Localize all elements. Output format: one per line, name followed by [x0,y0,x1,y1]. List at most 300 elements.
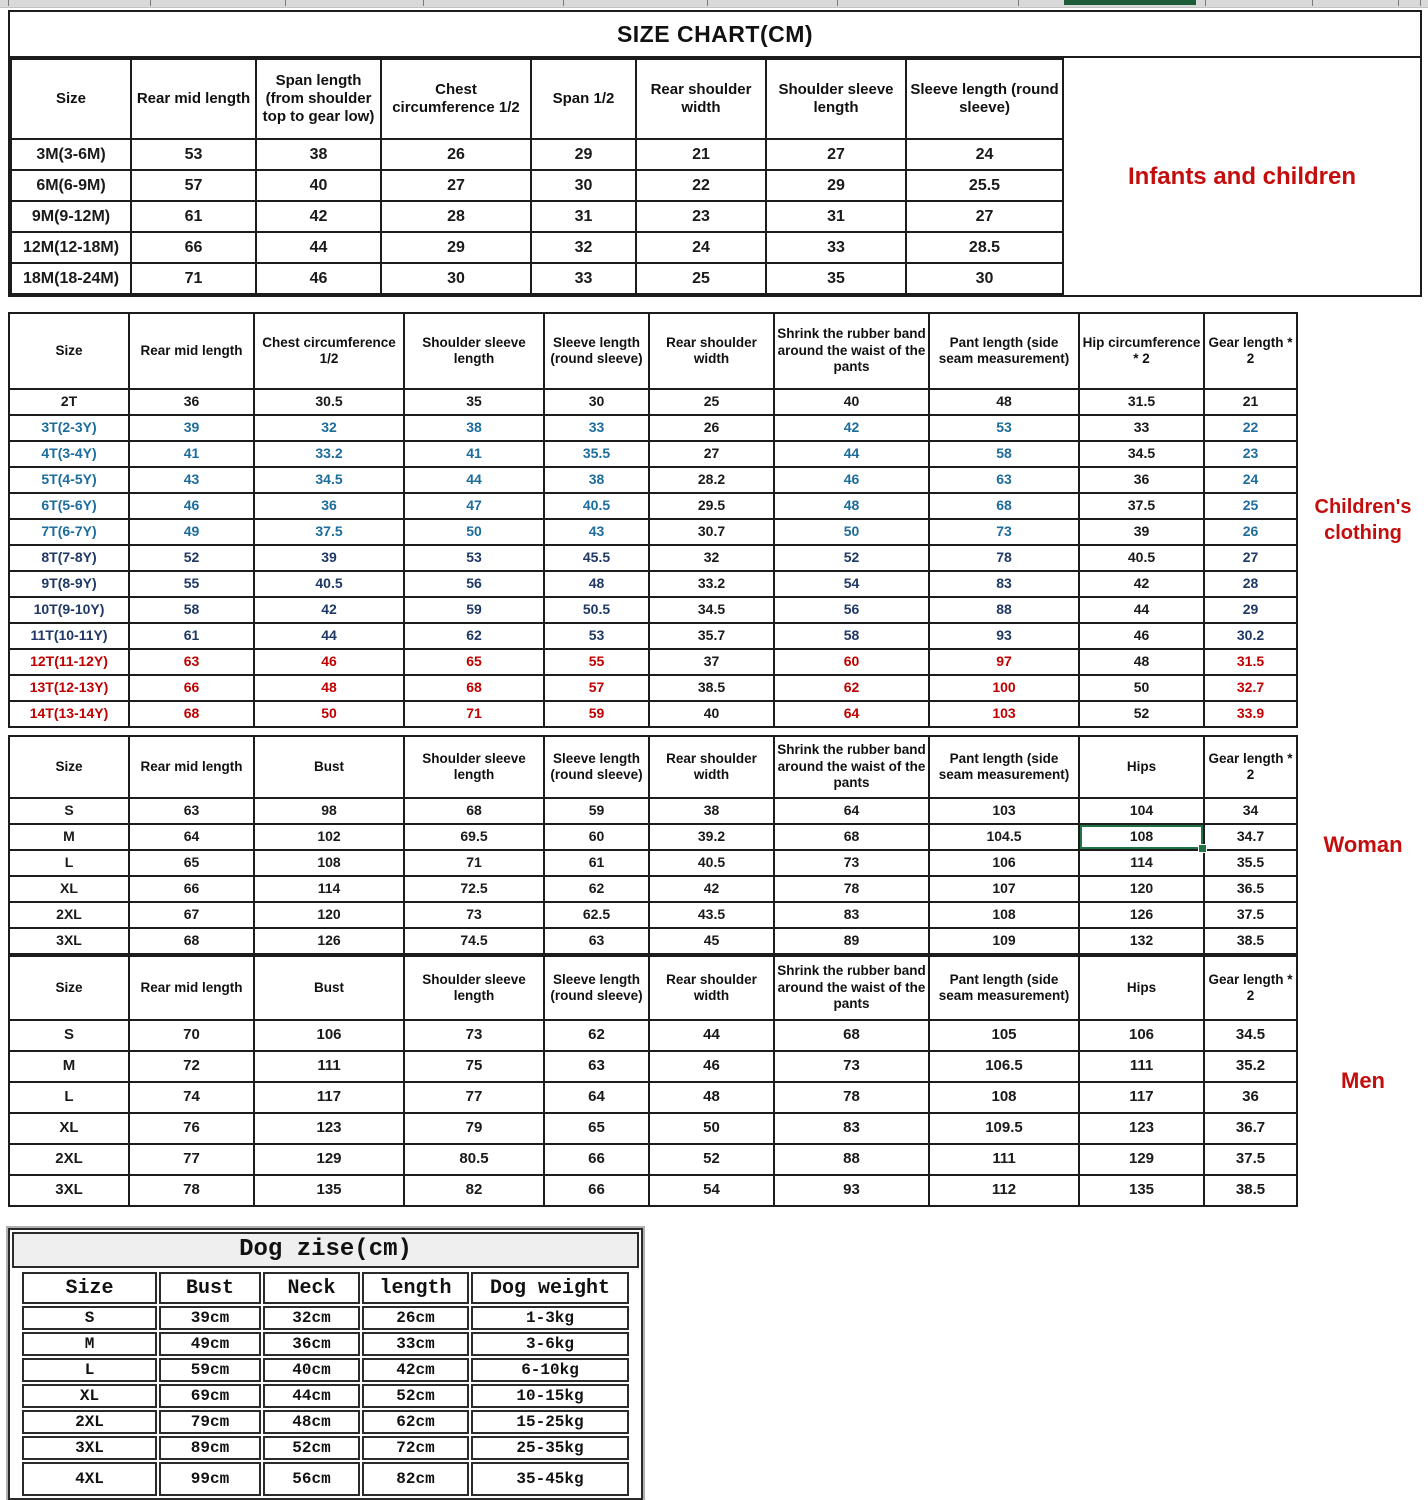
value-cell: 62 [544,876,649,902]
value-cell: 120 [254,902,404,928]
row-label-cell: L [22,1358,157,1382]
value-cell: 22 [1204,415,1297,441]
row-label-cell: 2T [9,389,129,415]
column-tick [1018,0,1019,6]
value-cell: 107 [929,876,1079,902]
value-cell: 46 [1079,623,1204,649]
value-cell: 73 [774,850,929,876]
value-cell: 76 [129,1113,254,1144]
header-cell: Bust [254,736,404,798]
value-cell: 82 [404,1175,544,1206]
value-cell: 41 [129,441,254,467]
value-cell: 64 [129,824,254,850]
value-cell: 78 [774,876,929,902]
value-cell: 42 [254,597,404,623]
value-cell: 38.5 [1204,928,1297,954]
row-label-cell: 3XL [22,1436,157,1460]
value-cell: 27 [1204,545,1297,571]
header-cell: Sleeve length (round sleeve) [544,736,649,798]
value-cell: 24 [636,232,766,263]
value-cell: 37.5 [1204,1144,1297,1175]
value-cell: 114 [1079,850,1204,876]
value-cell: 41 [404,441,544,467]
value-cell: 30 [381,263,531,294]
value-cell: 112 [929,1175,1079,1206]
infants-table-mount [10,58,1064,295]
row-label-cell: 6M(6-9M) [11,170,131,201]
value-cell: 66 [544,1144,649,1175]
row-label-cell: 2XL [22,1410,157,1434]
value-cell: 48 [1079,649,1204,675]
value-cell: 25.5 [906,170,1063,201]
value-cell: 111 [1079,1051,1204,1082]
value-cell: 21 [636,139,766,170]
header-cell: Rear mid length [129,956,254,1020]
column-tick [707,0,708,6]
selected-cell[interactable]: 108 [1079,824,1204,850]
value-cell: 62 [544,1020,649,1051]
men-label: Men [1341,1067,1385,1093]
value-cell: 105 [929,1020,1079,1051]
woman-table-mount [8,735,1298,955]
dog-table-mount [10,1270,641,1498]
value-cell: 33.2 [254,441,404,467]
value-cell: 24 [1204,467,1297,493]
value-cell: 50 [1079,675,1204,701]
value-cell: 78 [929,545,1079,571]
header-cell: Gear length * 2 [1204,736,1297,798]
value-cell: 69cm [159,1384,261,1408]
men-table-mount [8,955,1298,1207]
row-label-cell: S [22,1306,157,1330]
value-cell: 68 [129,701,254,727]
value-cell: 59 [544,798,649,824]
value-cell: 117 [1079,1082,1204,1113]
value-cell: 129 [254,1144,404,1175]
column-tick [1312,0,1313,6]
value-cell: 99cm [159,1462,261,1496]
value-cell: 27 [766,139,906,170]
value-cell: 30 [544,389,649,415]
column-tick [150,0,151,6]
value-cell: 88 [929,597,1079,623]
value-cell: 37 [649,649,774,675]
value-cell: 35.5 [544,441,649,467]
value-cell: 66 [129,675,254,701]
value-cell: 43.5 [649,902,774,928]
value-cell: 38 [404,415,544,441]
header-cell: Sleeve length (round sleeve) [544,956,649,1020]
value-cell: 63 [929,467,1079,493]
dog-section [8,1228,643,1500]
value-cell: 108 [254,850,404,876]
value-cell: 48 [929,389,1079,415]
row-label-cell: M [9,824,129,850]
value-cell: 6-10kg [471,1358,629,1382]
value-cell: 50.5 [544,597,649,623]
value-cell: 26 [1204,519,1297,545]
value-cell: 54 [649,1175,774,1206]
value-cell: 78 [129,1175,254,1206]
row-label-cell: XL [22,1384,157,1408]
infants-section [8,10,1422,297]
header-cell: Bust [254,956,404,1020]
header-cell: Shoulder sleeve length [404,736,544,798]
value-cell: 40.5 [649,850,774,876]
value-cell: 65 [129,850,254,876]
value-cell: 38 [544,467,649,493]
value-cell: 31 [531,201,636,232]
value-cell: 103 [929,701,1079,727]
value-cell: 82cm [362,1462,469,1496]
value-cell: 71 [404,701,544,727]
value-cell: 42 [649,876,774,902]
header-cell: Size [22,1272,157,1304]
value-cell: 117 [254,1082,404,1113]
value-cell: 35.2 [1204,1051,1297,1082]
value-cell: 37.5 [254,519,404,545]
header-cell: Rear shoulder width [636,59,766,139]
value-cell: 28 [1204,571,1297,597]
header-cell: Span length (from shoulder top to gear low) [256,59,381,139]
value-cell: 53 [544,623,649,649]
value-cell: 93 [774,1175,929,1206]
header-cell: Chest circumference 1/2 [381,59,531,139]
value-cell: 52cm [263,1436,360,1460]
header-cell: Rear mid length [131,59,256,139]
value-cell: 104 [1079,798,1204,824]
row-label-cell: XL [9,876,129,902]
value-cell: 36 [1079,467,1204,493]
value-cell: 35 [404,389,544,415]
column-tick [8,0,9,6]
value-cell: 33 [544,415,649,441]
value-cell: 50 [254,701,404,727]
header-cell: Bust [159,1272,261,1304]
value-cell: 100 [929,675,1079,701]
value-cell: 109.5 [929,1113,1079,1144]
row-label-cell: 12M(12-18M) [11,232,131,263]
value-cell: 73 [774,1051,929,1082]
header-cell: Shrink the rubber band around the waist of the pants [774,956,929,1020]
value-cell: 135 [254,1175,404,1206]
value-cell: 32.7 [1204,675,1297,701]
value-cell: 68 [774,1020,929,1051]
value-cell: 58 [774,623,929,649]
value-cell: 33.9 [1204,701,1297,727]
header-cell: Rear shoulder width [649,736,774,798]
dog-table [20,1270,631,1498]
value-cell: 97 [929,649,1079,675]
value-cell: 79 [404,1113,544,1144]
header-cell: Rear shoulder width [649,956,774,1020]
value-cell: 40 [774,389,929,415]
value-cell: 15-25kg [471,1410,629,1434]
value-cell: 57 [131,170,256,201]
value-cell: 38.5 [649,675,774,701]
value-cell: 111 [254,1051,404,1082]
value-cell: 30 [531,170,636,201]
value-cell: 40.5 [544,493,649,519]
value-cell: 63 [129,649,254,675]
value-cell: 56 [404,571,544,597]
value-cell: 31.5 [1079,389,1204,415]
value-cell: 40cm [263,1358,360,1382]
value-cell: 126 [254,928,404,954]
value-cell: 44 [256,232,381,263]
column-tick [285,0,286,6]
value-cell: 123 [254,1113,404,1144]
value-cell: 38 [649,798,774,824]
value-cell: 33 [1079,415,1204,441]
value-cell: 56cm [263,1462,360,1496]
value-cell: 25 [649,389,774,415]
infants-label: Infants and children [1127,162,1357,190]
value-cell: 48 [544,571,649,597]
header-cell: Shoulder sleeve length [404,313,544,389]
value-cell: 30 [906,263,1063,294]
value-cell: 30.2 [1204,623,1297,649]
row-label-cell: 9T(8-9Y) [9,571,129,597]
value-cell: 35-45kg [471,1462,629,1496]
row-label-cell: S [9,1020,129,1051]
value-cell: 36cm [263,1332,360,1356]
value-cell: 44 [649,1020,774,1051]
value-cell: 32 [531,232,636,263]
row-label-cell: 4T(3-4Y) [9,441,129,467]
row-label-cell: 12T(11-12Y) [9,649,129,675]
value-cell: 3-6kg [471,1332,629,1356]
value-cell: 60 [544,824,649,850]
value-cell: 30.5 [254,389,404,415]
row-label-cell: 3XL [9,928,129,954]
value-cell: 48 [649,1082,774,1113]
value-cell: 37.5 [1204,902,1297,928]
value-cell: 52cm [362,1384,469,1408]
value-cell: 64 [544,1082,649,1113]
value-cell: 40 [256,170,381,201]
value-cell: 40.5 [1079,545,1204,571]
value-cell: 80.5 [404,1144,544,1175]
value-cell: 63 [544,1051,649,1082]
value-cell: 72.5 [404,876,544,902]
value-cell: 54 [774,571,929,597]
woman-table [8,735,1298,955]
value-cell: 35.5 [1204,850,1297,876]
value-cell: 108 [929,902,1079,928]
value-cell: 33cm [362,1332,469,1356]
header-cell: Sleeve length (round sleeve) [544,313,649,389]
row-label-cell: 3XL [9,1175,129,1206]
value-cell: 38 [256,139,381,170]
value-cell: 62.5 [544,902,649,928]
value-cell: 26cm [362,1306,469,1330]
row-label-cell: 14T(13-14Y) [9,701,129,727]
value-cell: 47 [404,493,544,519]
row-label-cell: 18M(18-24M) [11,263,131,294]
value-cell: 109 [929,928,1079,954]
value-cell: 63 [129,798,254,824]
size-chart-title: SIZE CHART(CM) [10,12,1420,58]
value-cell: 40.5 [254,571,404,597]
value-cell: 32 [254,415,404,441]
value-cell: 27 [381,170,531,201]
children-section [8,312,1428,728]
row-label-cell: S [9,798,129,824]
header-cell: length [362,1272,469,1304]
value-cell: 89cm [159,1436,261,1460]
value-cell: 46 [254,649,404,675]
value-cell: 39cm [159,1306,261,1330]
value-cell: 39.2 [649,824,774,850]
value-cell: 53 [929,415,1079,441]
row-label-cell: 3M(3-6M) [11,139,131,170]
header-cell: Gear length * 2 [1204,956,1297,1020]
value-cell: 83 [929,571,1079,597]
value-cell: 26 [649,415,774,441]
value-cell: 29 [1204,597,1297,623]
value-cell: 77 [404,1082,544,1113]
value-cell: 27 [649,441,774,467]
value-cell: 31.5 [1204,649,1297,675]
header-cell: Pant length (side seam measurement) [929,736,1079,798]
value-cell: 33 [766,232,906,263]
value-cell: 83 [774,902,929,928]
value-cell: 129 [1079,1144,1204,1175]
row-label-cell: 8T(7-8Y) [9,545,129,571]
value-cell: 88 [774,1144,929,1175]
value-cell: 106 [1079,1020,1204,1051]
value-cell: 68 [404,675,544,701]
value-cell: 59 [404,597,544,623]
value-cell: 64 [774,798,929,824]
row-label-cell: 2XL [9,902,129,928]
value-cell: 74 [129,1082,254,1113]
spreadsheet-row-strip [0,0,1428,8]
column-tick [837,0,838,6]
header-cell: Hips [1079,736,1204,798]
value-cell: 34.7 [1204,824,1297,850]
value-cell: 29 [766,170,906,201]
value-cell: 22 [636,170,766,201]
value-cell: 27 [906,201,1063,232]
value-cell: 44 [774,441,929,467]
value-cell: 49cm [159,1332,261,1356]
header-cell: Shoulder sleeve length [766,59,906,139]
value-cell: 23 [636,201,766,232]
value-cell: 123 [1079,1113,1204,1144]
value-cell: 52 [1079,701,1204,727]
value-cell: 50 [404,519,544,545]
column-tick [1420,0,1421,6]
value-cell: 48 [774,493,929,519]
header-cell: Rear mid length [129,313,254,389]
row-label-cell: 4XL [22,1462,157,1496]
header-cell: Size [9,313,129,389]
children-table-mount [8,312,1298,728]
value-cell: 40 [649,701,774,727]
value-cell: 1-3kg [471,1306,629,1330]
header-cell: Rear shoulder width [649,313,774,389]
value-cell: 36 [1204,1082,1297,1113]
children-label: Children's clothing [1314,496,1412,544]
header-cell: Size [9,956,129,1020]
value-cell: 66 [129,876,254,902]
value-cell: 32cm [263,1306,360,1330]
value-cell: 44cm [263,1384,360,1408]
value-cell: 33.2 [649,571,774,597]
value-cell: 61 [129,623,254,649]
value-cell: 106.5 [929,1051,1079,1082]
row-label-cell: M [9,1051,129,1082]
value-cell: 68 [774,824,929,850]
children-table [8,312,1298,728]
column-tick [1398,0,1399,6]
header-cell: Neck [263,1272,360,1304]
header-cell: Shrink the rubber band around the waist of the pants [774,313,929,389]
header-cell: Hip circumference * 2 [1079,313,1204,389]
adults-section [8,735,1428,1207]
value-cell: 120 [1079,876,1204,902]
value-cell: 32 [649,545,774,571]
header-cell: Size [11,59,131,139]
value-cell: 132 [1079,928,1204,954]
row-label-cell: 6T(5-6Y) [9,493,129,519]
value-cell: 43 [129,467,254,493]
value-cell: 52 [649,1144,774,1175]
value-cell: 39 [254,545,404,571]
value-cell: 83 [774,1113,929,1144]
value-cell: 59 [544,701,649,727]
value-cell: 69.5 [404,824,544,850]
value-cell: 48 [254,675,404,701]
value-cell: 67 [129,902,254,928]
value-cell: 53 [131,139,256,170]
value-cell: 48cm [263,1410,360,1434]
value-cell: 36.5 [1204,876,1297,902]
value-cell: 31 [766,201,906,232]
value-cell: 64 [774,701,929,727]
value-cell: 50 [774,519,929,545]
header-cell: Chest circumference 1/2 [254,313,404,389]
value-cell: 29 [531,139,636,170]
value-cell: 70 [129,1020,254,1051]
value-cell: 65 [404,649,544,675]
selection-range-indicator [1064,0,1196,5]
value-cell: 78 [774,1082,929,1113]
value-cell: 44 [254,623,404,649]
value-cell: 106 [254,1020,404,1051]
value-cell: 37.5 [1079,493,1204,519]
value-cell: 106 [929,850,1079,876]
header-cell: Sleeve length (round sleeve) [906,59,1063,139]
header-cell: Hips [1079,956,1204,1020]
value-cell: 52 [129,545,254,571]
value-cell: 61 [544,850,649,876]
value-cell: 58 [129,597,254,623]
value-cell: 46 [129,493,254,519]
value-cell: 50 [649,1113,774,1144]
value-cell: 60 [774,649,929,675]
value-cell: 71 [131,263,256,294]
value-cell: 56 [774,597,929,623]
row-label-cell: 10T(9-10Y) [9,597,129,623]
header-cell: Gear length * 2 [1204,313,1297,389]
value-cell: 33 [531,263,636,294]
value-cell: 111 [929,1144,1079,1175]
value-cell: 34 [1204,798,1297,824]
value-cell: 102 [254,824,404,850]
